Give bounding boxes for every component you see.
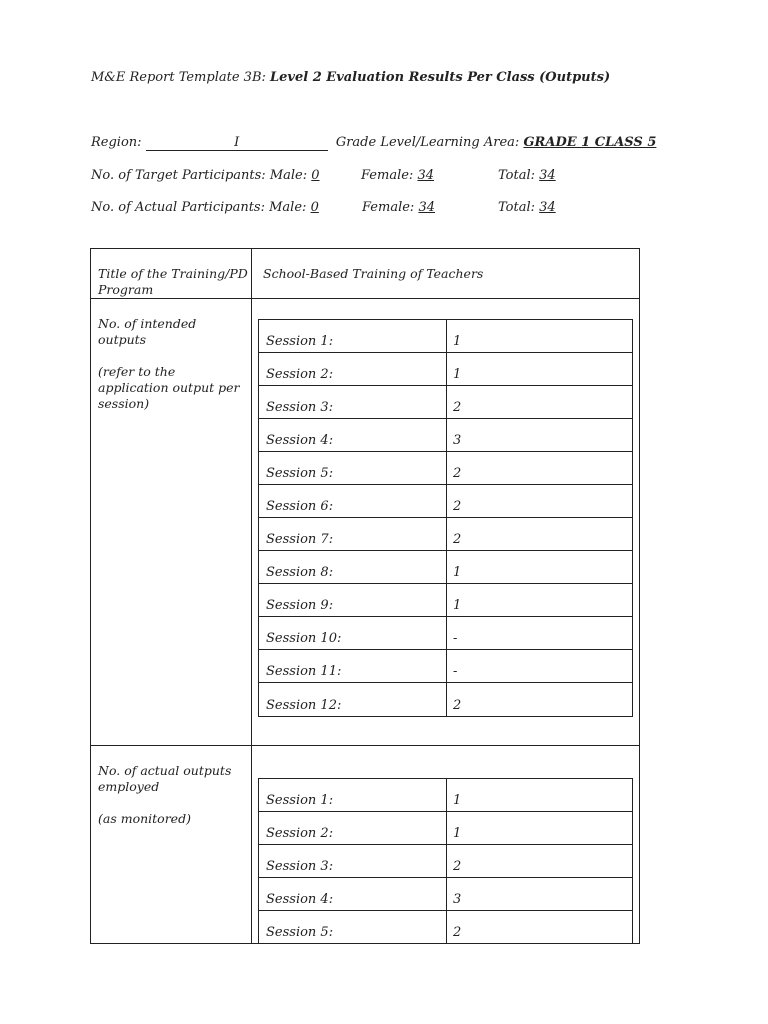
session-value: 2	[453, 466, 462, 481]
session-value: 2	[453, 532, 462, 547]
target-female-label: Female:	[361, 168, 414, 183]
region-line	[91, 135, 656, 151]
table-row-divider	[90, 745, 640, 746]
session-label: Session 5:	[266, 925, 334, 940]
actual-total-value: 34	[539, 200, 556, 215]
table-row	[259, 485, 632, 518]
table-row	[259, 650, 632, 683]
target-female-value: 34	[417, 168, 434, 183]
session-value: 1	[453, 793, 462, 808]
session-label: Session 7:	[266, 532, 334, 547]
actual-total	[498, 200, 556, 215]
table-row	[259, 353, 632, 386]
intended-outputs-note: (refer to the application output per session)	[98, 364, 240, 411]
training-title-value: School-Based Training of Teachers	[263, 266, 484, 281]
document-title	[91, 70, 610, 85]
intended-sessions-table	[258, 319, 633, 717]
actual-female	[362, 200, 435, 215]
target-female	[361, 168, 434, 183]
table-row	[259, 812, 632, 845]
actual-female-label: Female:	[362, 200, 415, 215]
actual-female-value: 34	[418, 200, 435, 215]
session-value: 3	[453, 433, 462, 448]
session-value: 1	[453, 565, 462, 580]
target-male-value: 0	[311, 168, 320, 183]
target-total	[498, 168, 556, 183]
session-value: 1	[453, 334, 462, 349]
table-row	[259, 320, 632, 353]
session-label: Session 3:	[266, 859, 334, 874]
actual-outputs-note: (as monitored)	[98, 811, 191, 826]
session-label: Session 1:	[266, 793, 334, 808]
actual-total-label: Total:	[498, 200, 536, 215]
table-row	[259, 911, 632, 944]
session-label: Session 4:	[266, 433, 334, 448]
target-total-label: Total:	[498, 168, 536, 183]
table-row	[259, 683, 632, 716]
table-row	[259, 452, 632, 485]
table-row	[259, 845, 632, 878]
session-value: 2	[453, 925, 462, 940]
actual-outputs-label: No. of actual outputs employed	[98, 763, 232, 794]
session-label: Session 9:	[266, 598, 334, 613]
target-participants-line	[91, 168, 320, 183]
table-row	[259, 878, 632, 911]
session-value: 2	[453, 499, 462, 514]
session-label: Session 12:	[266, 698, 342, 713]
session-value: 2	[453, 698, 462, 713]
table-row	[259, 518, 632, 551]
title-bold: Level 2 Evaluation Results Per Class (Outputs)	[270, 70, 611, 85]
target-total-value: 34	[539, 168, 556, 183]
session-label: Session 5:	[266, 466, 334, 481]
session-value: 2	[453, 859, 462, 874]
session-value: 2	[453, 400, 462, 415]
actual-male-value: 0	[310, 200, 319, 215]
actual-sessions-table	[258, 778, 633, 944]
table-row	[259, 386, 632, 419]
session-value: 1	[453, 826, 462, 841]
training-title-label: Title of the Training/PD Program	[98, 266, 248, 297]
session-label: Session 6:	[266, 499, 334, 514]
grade-value: GRADE 1 CLASS 5	[523, 135, 657, 150]
table-column-divider	[251, 248, 252, 944]
session-value: 3	[453, 892, 462, 907]
title-prefix: M&E Report Template 3B:	[91, 70, 266, 85]
table-row	[259, 419, 632, 452]
session-value: 1	[453, 598, 462, 613]
actual-male-label: Male:	[269, 200, 307, 215]
region-label: Region:	[91, 135, 142, 150]
session-label: Session 4:	[266, 892, 334, 907]
table-row-divider	[90, 298, 640, 299]
session-label: Session 11:	[266, 664, 342, 679]
session-value: -	[453, 631, 458, 646]
table-row	[259, 617, 632, 650]
session-label: Session 8:	[266, 565, 334, 580]
session-label: Session 10:	[266, 631, 342, 646]
actual-participants-line	[91, 200, 319, 215]
table-row	[259, 584, 632, 617]
session-value: -	[453, 664, 458, 679]
session-value: 1	[453, 367, 462, 382]
actual-label: No. of Actual Participants:	[91, 200, 265, 215]
target-label: No. of Target Participants:	[91, 168, 266, 183]
table-row	[259, 551, 632, 584]
session-label: Session 2:	[266, 367, 334, 382]
intended-outputs-label: No. of intended outputs	[98, 316, 197, 347]
session-label: Session 3:	[266, 400, 334, 415]
table-row	[259, 779, 632, 812]
session-label: Session 2:	[266, 826, 334, 841]
grade-label: Grade Level/Learning Area:	[335, 135, 520, 150]
session-label: Session 1:	[266, 334, 334, 349]
region-value: I	[146, 136, 328, 151]
target-male-label: Male:	[269, 168, 308, 183]
